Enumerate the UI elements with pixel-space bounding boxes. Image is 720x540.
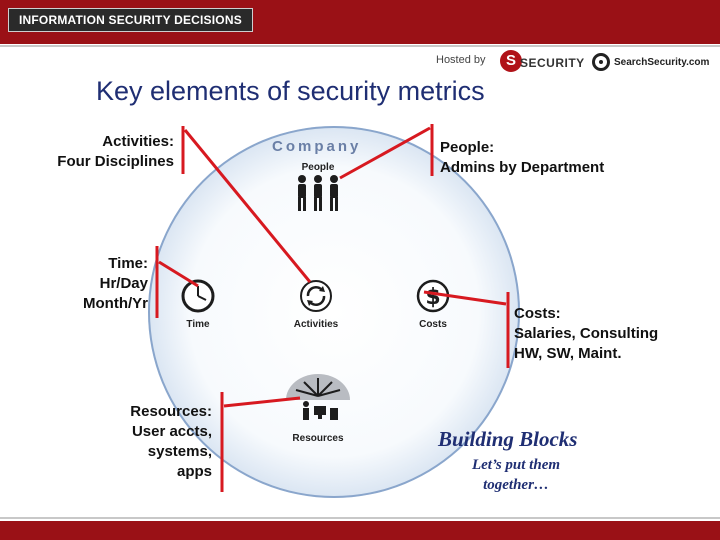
callout-activities-detail: Four Disciplines [57, 153, 174, 170]
brand-logo: INFORMATION SECURITY DECISIONS [8, 8, 253, 32]
activities-connector-diagonal [185, 130, 310, 282]
building-blocks-subtitle [456, 455, 576, 495]
resources-caption: Resources [292, 433, 344, 444]
callout-resources-heading: Resources: [130, 403, 212, 420]
activities-caption: Activities [293, 319, 339, 330]
people-caption: People [301, 162, 335, 173]
sponsor-security-name: SECURITY [520, 56, 585, 70]
callout-costs [514, 304, 714, 364]
resources-connector-diagonal [224, 398, 300, 406]
sponsor-security-mark: S [500, 50, 522, 72]
callout-time-detail-1: Hr/Day [99, 275, 148, 292]
callout-time-heading: Time: [108, 255, 148, 272]
footer-divider [0, 517, 720, 519]
callout-time [40, 254, 148, 314]
callout-activities [20, 132, 174, 172]
callout-people-heading: People: [440, 139, 495, 156]
time-connector-diagonal [159, 262, 198, 286]
company-label: Company [272, 138, 362, 155]
callout-time-detail-2: Month/Yr [83, 295, 148, 312]
callout-people [440, 138, 670, 178]
hosted-by-text: Hosted by [436, 54, 486, 66]
callout-activities-heading: Activities: [102, 133, 174, 150]
bottom-banner [0, 521, 720, 540]
callout-resources-detail-1: User accts, [131, 423, 212, 440]
building-blocks-subtitle-line-2: together… [483, 477, 549, 493]
svg-text:$: $ [425, 285, 441, 310]
callout-resources-detail-2: systems, [147, 443, 212, 460]
building-blocks-subtitle-line-1: Let’s put them [471, 457, 561, 473]
slide-title: Key elements of security metrics [96, 76, 485, 106]
costs-connector-diagonal [424, 292, 506, 304]
callout-costs-detail-1: Salaries, Consulting [514, 325, 659, 342]
costs-caption: Costs [419, 319, 447, 330]
sponsor-searchsecurity-name: SearchSecurity.com [614, 57, 710, 68]
people-connector-diagonal [340, 128, 430, 178]
building-blocks-title: Building Blocks [438, 427, 578, 451]
callout-resources [90, 402, 212, 482]
callout-resources-detail-3: apps [176, 463, 212, 480]
callout-costs-detail-2: HW, SW, Maint. [514, 345, 622, 362]
callout-people-detail: Admins by Department [440, 159, 605, 176]
time-caption: Time [186, 319, 210, 330]
callout-costs-heading: Costs: [514, 305, 561, 322]
